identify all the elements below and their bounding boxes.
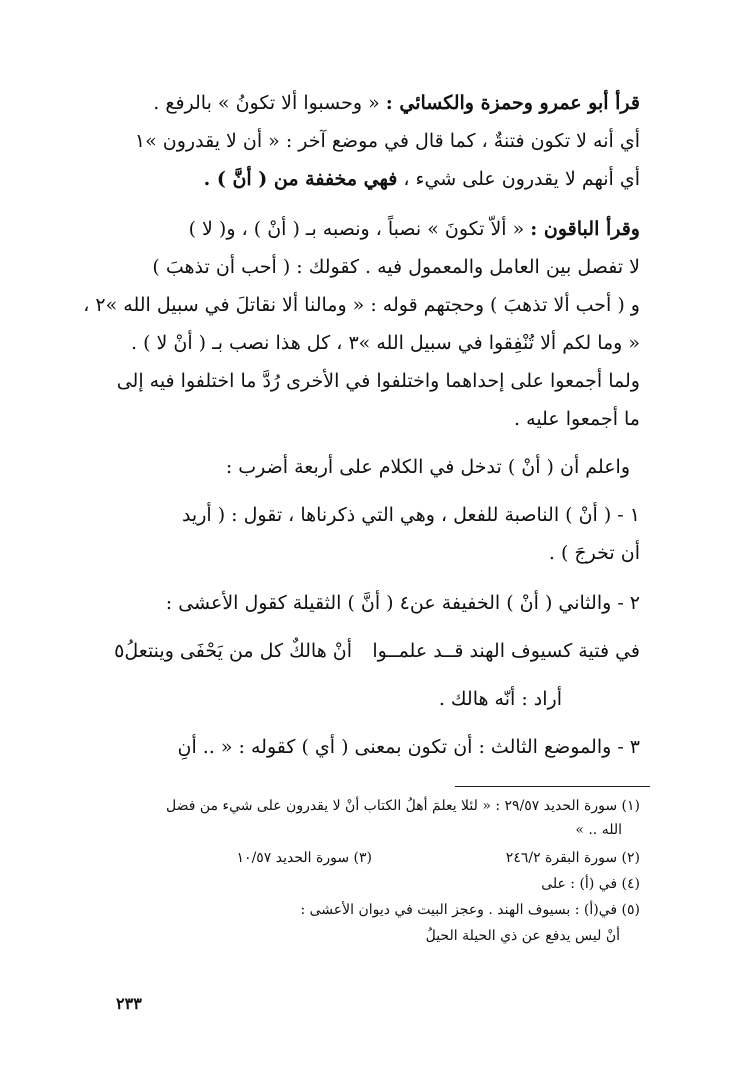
text-line: « وما لكم ألا تُنْفِقوا في سبيل الله »٣ ، كل هذا نصب بـ ( أنْ لا ) .: [131, 332, 640, 354]
text-line: [204, 168, 640, 191]
text-line: [153, 92, 640, 115]
line-text: « ألاّ تكونَ » نصباً ، ونصبه بـ ( أنْ ) ، و( لا ): [188, 218, 531, 240]
text-line: [83, 294, 640, 317]
text-line: ٢ - والثاني ( أنْ ) الخفيفة عن٤ ( أنَّ ) الثقيلة كقول الأعشى :: [165, 592, 640, 614]
footnote-4: (٤) في (أ) : على: [541, 876, 640, 892]
footnote-3: (٣) سورة الحديد ١٠/٥٧: [236, 850, 372, 866]
line-text: « وحسبوا ألا تكونُ » بالرفع .: [153, 92, 386, 114]
page-number: ٢٣٣: [116, 994, 142, 1013]
footnote-2: (٢) سورة البقرة ٢٤٦/٢: [505, 850, 640, 866]
text-line: أن تخرجَ ) .: [548, 542, 640, 564]
text-line: ولما أجمعوا على إحداهما واختلفوا في الأخرى رُدَّ ما اختلفوا فيه إلى: [116, 370, 640, 392]
text-line: ٣ - والموضع الثالث : أن تكون بمعنى ( أي ) كقوله : « .. أنِ: [177, 736, 640, 758]
text-line: لا تفصل بين العامل والمعمول فيه . كقولك : ( أحب أن تذهبَ ): [152, 256, 640, 278]
text-line: أي أنه لا تكون فتنةٌ ، كما قال في موضع آخر : « أن لا يقدرون »١: [134, 130, 640, 152]
text-line: واعلم أن ( أنْ ) تدخل في الكلام على أربعة أضرب :: [225, 456, 630, 478]
footnote-5-continued: أنْ ليس يدفع عن ذي الحيلة الحيلُ: [425, 928, 620, 944]
text-line: ما أجمعوا عليه .: [514, 408, 640, 430]
footnote-1-continued: الله .. »: [575, 822, 622, 838]
line-text: و ( أحب ألا تذهبَ ): [484, 294, 640, 316]
text-line: [189, 218, 640, 241]
reciters-lead: قرأ أبو عمرو وحمزة والكسائي :: [385, 92, 640, 114]
footnote-1: (١) سورة الحديد ٢٩/٥٧ : « لئلا يعلمَ أهلُ الكتاب أنْ لا يقدرون على شيء من فضل: [166, 798, 640, 814]
footnote-5: (٥) في(أ) : بسيوف الهند . وعجز البيت في ديوان الأعشى :: [300, 902, 640, 918]
verse-hemistich-first: في فتية كسيوف الهند قــد علمــوا: [372, 640, 640, 662]
footnote-divider: [455, 786, 650, 787]
line-tail: فهي مخففة من ( أنَّ ) .: [203, 168, 398, 190]
text-line: أراد : أنّه هالك .: [438, 688, 562, 710]
text-line: ١ - ( أنْ ) الناصبة للفعل ، وهي التي ذكرناها ، تقول : ( أريد: [181, 504, 640, 526]
verse-hemistich-second: أنْ هالكٌ كل من يَحْفَى وينتعلُ٥: [114, 640, 352, 662]
line-text: أي أنهم لا يقدرون على شيء ،: [397, 168, 640, 190]
line-tail: وحجتهم قوله : « ومالنا ألا نقاتلَ في سبيل الله »٢ ،: [83, 294, 485, 316]
others-lead: وقرأ الباقون :: [530, 218, 640, 240]
